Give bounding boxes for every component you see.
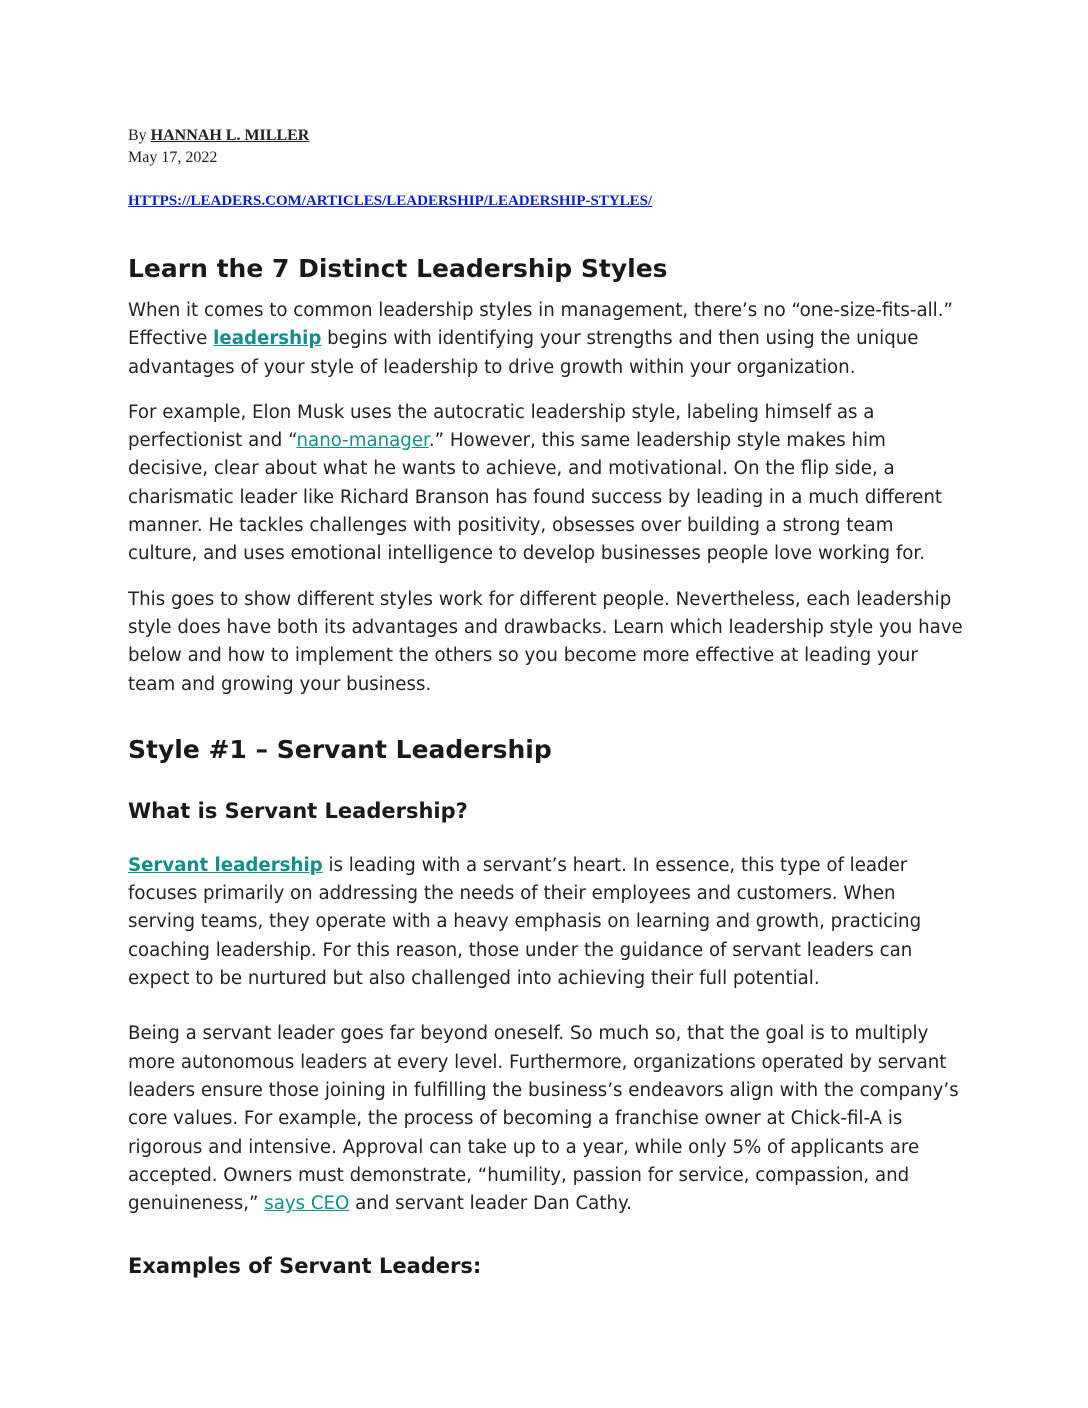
intro-paragraph [128, 297, 963, 382]
source-url-link[interactable]: HTTPS://LEADERS.COM/ARTICLES/LEADERSHIP/LEADERSHIP-STYLES/ [128, 193, 653, 209]
servant-leader-paragraph [128, 1020, 963, 1218]
style1-heading: Style #1 – Servant Leadership [128, 734, 552, 764]
p1-text-b: begins with identifying your strengths and then using the unique advantages of your style of leadership to drive growth within your organization. [128, 328, 919, 378]
examples-paragraph [128, 399, 963, 569]
says-ceo-link[interactable]: says CEO [264, 1193, 350, 1215]
servant-leadership-link[interactable]: Servant leadership [128, 854, 323, 876]
p4-text-b: is leading with a servant’s heart. In essence, this type of leader focuses primarily on addressing the needs of their employees and customers. When serving teams, they operate with a heavy emphasis on learning and growth, practicing coaching leadership. For this reason, those under the guidance of servant leaders can expect to be nurtured but also challenged into achieving their full potential. [128, 854, 922, 990]
publish-date: May 17, 2022 [128, 149, 218, 166]
nano-manager-link[interactable]: nano-manager [296, 430, 429, 452]
p2-text-a: For example, Elon Musk uses the autocratic leadership style, labeling himself as a perfectionist and “ [128, 401, 875, 452]
styles-paragraph: This goes to show different styles work for different people. Nevertheless, each leadership style does have both its advantages and drawbacks. Learn which leadership style you have below and how to implement the others so you become more effective at leading your team and growing your business. [128, 588, 963, 695]
servant-definition-paragraph [128, 852, 963, 993]
article-body [128, 251, 963, 1281]
p2-text-b: .” However, this same leadership style makes him decisive, clear about what he wants to achieve, and motivational. On the flip side, a charismatic leader like Richard Branson has found success by leading in a much different manner. He tackles challenges with positivity, obsesses over building a strong team culture, and uses emotional intelligence to develop businesses people love working for. [128, 430, 943, 565]
p5-text-a: Being a servant leader goes far beyond oneself. So much so, that the goal is to multiply more autonomous leaders at every level. Furthermore, organizations operated by servant leaders ensure those joining in fulfilling the business’s endeavors align with the company’s core values. For example, the process of becoming a franchise owner at Chick-fil-A is rigorous and intensive. Approval can take up to a year, while only 5% of applicants are accepted. Owners must demonstrate, “humility, passion for service, compassion, and genuineness,” [128, 1023, 959, 1215]
byline [128, 126, 309, 146]
what-is-heading: What is Servant Leadership? [128, 798, 468, 823]
examples-heading: Examples of Servant Leaders: [128, 1254, 482, 1279]
author-link[interactable]: HANNAH L. MILLER [150, 127, 310, 144]
p1-text-a: When it comes to common leadership styles in management, there’s no “one-size-fits-all.” Effective [128, 300, 953, 350]
article-title: Learn the 7 Distinct Leadership Styles [128, 254, 668, 283]
byline-prefix: By [128, 127, 147, 144]
p5-text-b: and servant leader Dan Cathy. [349, 1193, 632, 1215]
leadership-link[interactable]: leadership [213, 328, 322, 350]
